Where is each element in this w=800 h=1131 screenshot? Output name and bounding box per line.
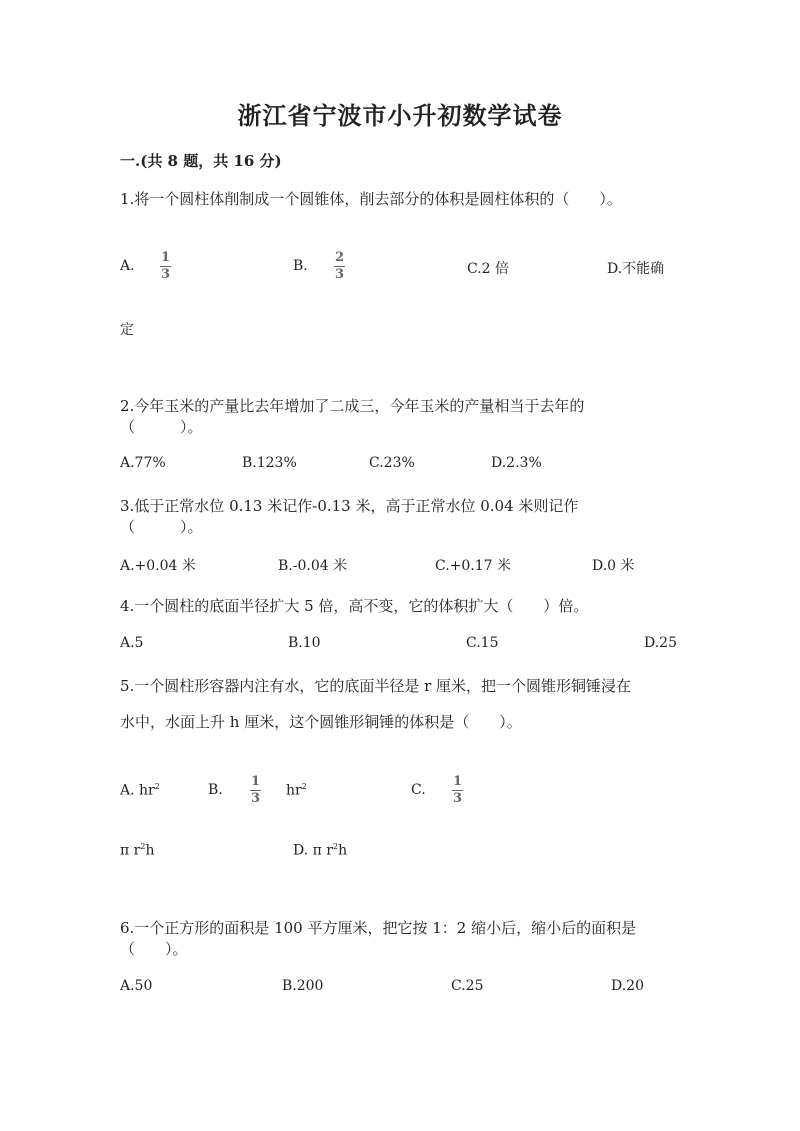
- q5-option-a: [120, 782, 160, 799]
- q2-option-d: D.2.3%: [491, 455, 542, 471]
- fraction-numerator: 2: [334, 250, 345, 265]
- q6-option-a: A.50: [120, 978, 153, 994]
- q6-option-c: C.25: [451, 978, 484, 994]
- question-5-text-line2: 水中，水面上升 h 厘米，这个圆锥形铜锤的体积是（ ）。: [120, 713, 522, 731]
- q1-option-b-fraction: [334, 251, 345, 282]
- q5-option-d: [293, 842, 347, 859]
- q1-option-b-label: B.: [293, 258, 308, 274]
- q5-option-c-base: π r: [120, 842, 141, 859]
- fraction-denominator: 3: [250, 791, 261, 806]
- question-2-blank: （ ）。: [120, 418, 203, 436]
- question-4-text: 4.一个圆柱的底面半径扩大 5 倍，高不变，它的体积扩大（ ）倍。: [120, 597, 589, 615]
- q5-option-c-tail: h: [145, 842, 155, 859]
- question-2-text: 2.今年玉米的产量比去年增加了二成三，今年玉米的产量相当于去年的: [120, 397, 585, 415]
- fraction-denominator: 3: [334, 267, 345, 282]
- q3-option-b: B.-0.04 米: [278, 558, 348, 574]
- q3-option-c: C.+0.17 米: [435, 558, 512, 574]
- q5-option-d-tail: h: [338, 842, 348, 859]
- q4-option-a: A.5: [120, 635, 144, 651]
- fraction-denominator: 3: [452, 791, 463, 806]
- q3-option-d: D.0 米: [592, 558, 635, 574]
- section-header: 一.(共 8 题，共 16 分): [120, 152, 282, 170]
- question-5-text-line1: 5.一个圆柱形容器内注有水，它的底面半径是 r 厘米，把一个圆锥形铜锤浸在: [120, 677, 632, 695]
- q5-option-b-expression: [286, 782, 307, 799]
- fraction-numerator: 1: [250, 774, 261, 789]
- q5-option-d-base: D. π r: [293, 842, 333, 859]
- fraction-numerator: 1: [452, 774, 463, 789]
- superscript: 2: [301, 782, 307, 791]
- superscript: 2: [154, 782, 160, 791]
- question-3-text: 3.低于正常水位 0.13 米记作-0.13 米，高于正常水位 0.04 米则记作: [120, 497, 579, 515]
- q1-option-a-label: A.: [120, 258, 135, 274]
- q5-option-b-fraction: [250, 775, 261, 806]
- q2-option-c: C.23%: [369, 455, 415, 471]
- q1-option-d: D.不能确: [607, 261, 665, 277]
- q2-option-b: B.123%: [242, 455, 297, 471]
- q5-option-b-label: B.: [208, 782, 223, 798]
- q3-option-a: A.+0.04 米: [120, 558, 196, 574]
- q5-option-c-fraction: [452, 775, 463, 806]
- superscript: 2: [332, 842, 339, 851]
- question-6-blank: （ ）。: [120, 940, 188, 958]
- q5-option-c-continued: [120, 842, 154, 859]
- q5-option-b-tail: hr: [286, 782, 302, 799]
- exam-title: 浙江省宁波市小升初数学试卷: [237, 101, 563, 130]
- q6-option-d: D.20: [611, 978, 644, 994]
- q6-option-b: B.200: [282, 978, 324, 994]
- q1-option-c: C.2 倍: [467, 261, 510, 277]
- q5-option-c-label: C.: [411, 782, 426, 798]
- q1-option-a-fraction: [160, 251, 171, 282]
- question-3-blank: （ ）。: [120, 518, 203, 536]
- fraction-numerator: 1: [160, 250, 171, 265]
- q1-option-d-continued: 定: [120, 322, 134, 338]
- superscript: 2: [140, 842, 146, 851]
- q4-option-c: C.15: [466, 635, 499, 651]
- q2-option-a: A.77%: [120, 455, 166, 471]
- q4-option-b: B.10: [288, 635, 321, 651]
- q5-option-a-base: A. hr: [120, 782, 155, 799]
- question-1-text: 1.将一个圆柱体削制成一个圆锥体，削去部分的体积是圆柱体积的（ ）。: [120, 190, 622, 208]
- fraction-denominator: 3: [160, 267, 171, 282]
- q4-option-d: D.25: [644, 635, 677, 651]
- question-6-text: 6.一个正方形的面积是 100 平方厘米，把它按 1：2 缩小后，缩小后的面积是: [120, 919, 637, 937]
